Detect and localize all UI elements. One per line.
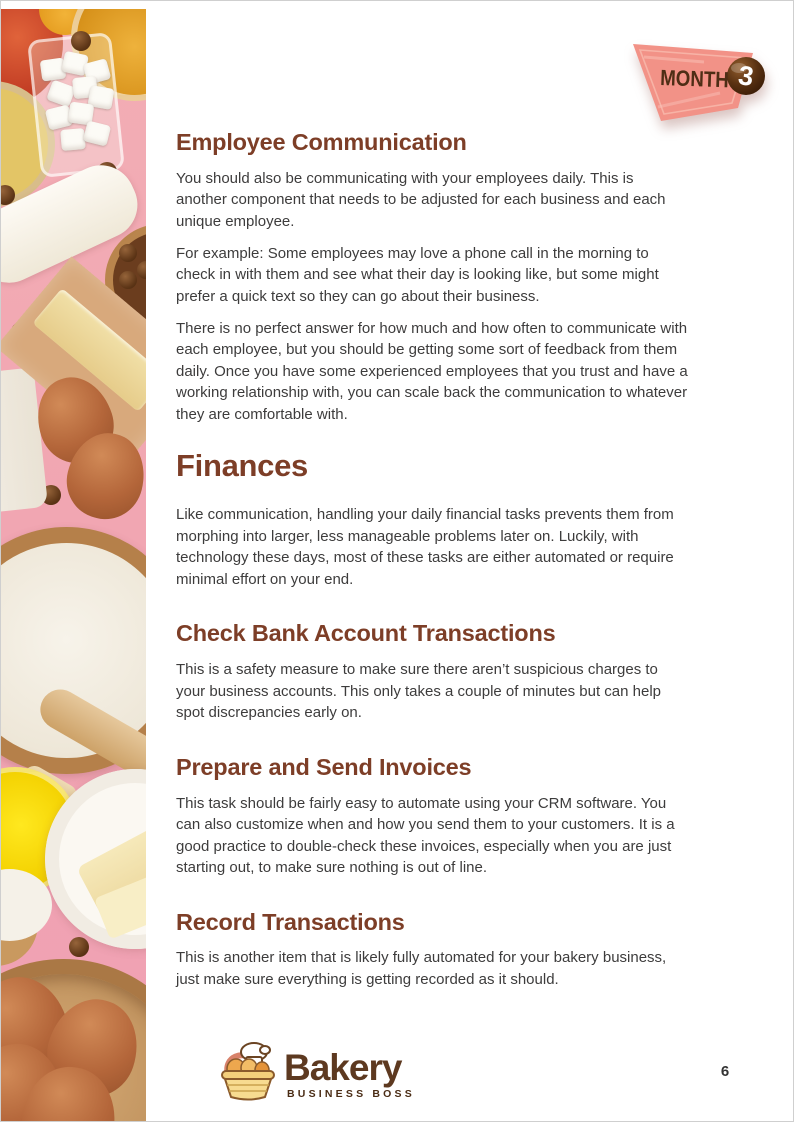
logo-tagline: BUSINESS BOSS [287,1088,415,1100]
hazelnut [119,271,137,289]
page-number: 6 [720,1063,730,1080]
page-content [176,1,688,1001]
paragraph: For example: Some employees may love a phone call in the morning to check in with them and see what their day is looking like, but some might prefer a quick text so they can go about their business. [176,244,659,305]
logo-name: Bakery [284,1047,402,1088]
hazelnut [119,244,137,262]
ceramic-flour-jar-photo [1,367,48,514]
paragraph: You should also be communicating with your employees daily. This is another component that needs to be adjusted for each business and each unique employee. [176,169,666,230]
paragraph: This is a safety measure to make sure there aren’t suspicious charges to your business accounts. This only takes a couple of minutes but can help spot discrepancies early on. [176,661,662,722]
heading-prepare-and-send-invoices: Prepare and Send Invoices [176,753,472,780]
hazelnut [69,937,89,957]
heading-employee-communication: Employee Communication [176,129,467,155]
paragraph: Like communication, handling your daily financial tasks prevents them from morphing into larger, less manageable problems later on. Luckily, with technology these days, most of these tasks are either automated or require minimal effort on your end. [176,506,674,588]
bakery-basket-icon [216,1041,280,1101]
ingredients-photo-strip [1,9,146,1122]
hazelnut [71,31,91,51]
paragraph: This is another item that is likely fully automated for your bakery business, just make sure everything is getting recorded as it should. [176,949,667,988]
sugar-cube [60,128,86,151]
heading-check-bank-account-transactions: Check Bank Account Transactions [176,620,556,647]
paragraph: There is no perfect answer for how much and how often to communicate with each employee, but you should be getting some sort of feedback from them daily. Once you have some experienced employees that you trust and have a working relationship with, you can scale back the communication to whatever they are comfortable with. [176,319,688,423]
badge-month-number: 3 [736,60,756,92]
heading-finances: Finances [176,448,308,484]
bakery-logo [216,1041,415,1101]
paragraph: This task should be fairly easy to automate using your CRM software. You can also customize when and how you send them to your customers. It is a good practice to double-check these invoices, especially when you are just starting out, to make sure nothing is out of line. [176,794,675,877]
logo-text [284,1049,415,1100]
badge-month-label: MONTH [659,66,730,93]
heading-record-transactions: Record Transactions [176,908,405,935]
